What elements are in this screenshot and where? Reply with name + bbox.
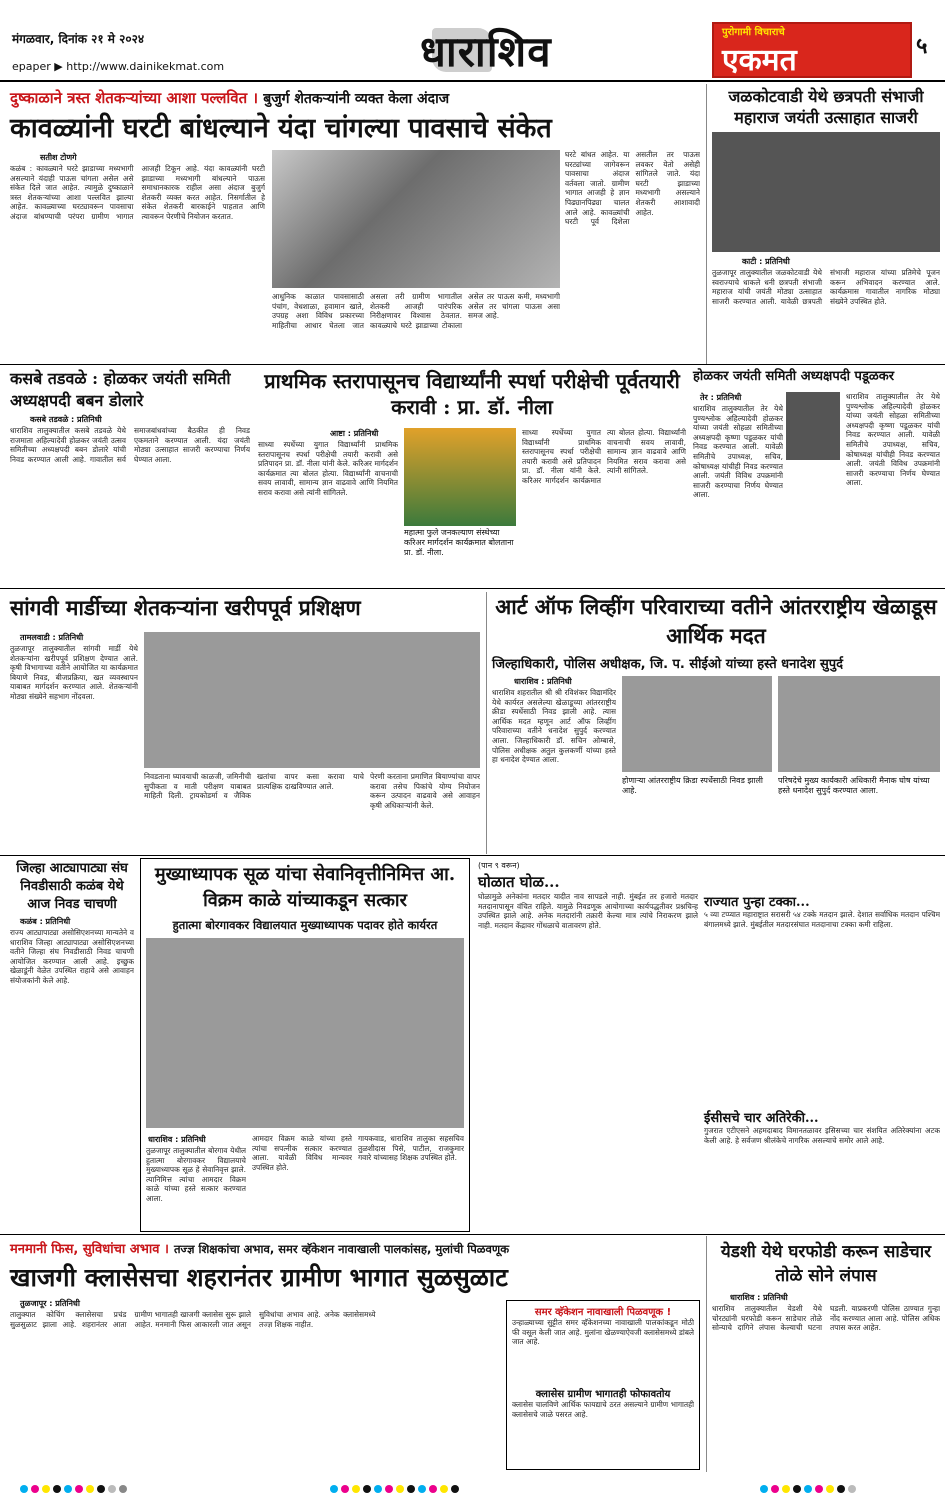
a7-body: धाराशिव शहरातील श्री श्री रविशंकर विद्यामंदिर येथे कार्यरत असलेल्या खेळाडूच्या आंतरराष्ट्रीय क्रीडा स्पर्धेसाठी निवड झाली आहे. त्यास आर्थिक मदत म्हणून आर्ट ऑफ लिव्हींग परिवाराच्या वतीने धनादेश सुपुर्द करण्यात आला. जिल्हाधिकारी डॉ. सचिन ओम्बासे, पोलिस अधीक्षक अतुल कुलकर्णी यांच्या हस्ते हा धनादेश देण्यात आला.	[492, 688, 616, 765]
a1-kicker: दुष्काळाने त्रस्त शेतकऱ्यांच्या आशा पल्लवित ।	[10, 89, 259, 107]
a11-box-body: उन्हाळ्याच्या सुट्टीत समर व्हॅकेशनच्या नावाखाली पालकांकडून मोठी फी वसूल केली जात आहे. मुलांना खेळण्याऐवजी क्लासेसमध्ये डांबले जात आहे.	[512, 1318, 694, 1347]
a3-headline: कसबे तडवळे : होळकर जयंती समिती अध्यक्षपदी बबन डोलारे	[10, 369, 231, 410]
section-rule-4	[0, 1234, 945, 1235]
a1-body2: आधुनिक काळात पावसासाठी पंचांग, वेधशाळा, हवामान खाते, उपग्रह अशा विविध प्रकारच्या माहितीचा आधार घेतला जात असला तरी ग्रामीण भागातील शेतकरी आजही पारंपरिक निरीक्षणावर विश्वास ठेवतात. कावळ्याचे घरटे झाडाच्या टोकाला असेल तर पाऊस कमी, मध्यभागी असेल तर चांगला पाऊस असा समज आहे.	[272, 292, 560, 330]
a1-tree-photo	[272, 150, 560, 288]
a4-byline: आष्टा : प्रतिनिधी	[330, 429, 379, 438]
a6-body2: निवडताना घ्यावयाची काळजी, जमिनीची सुपीकता व माती परीक्षण याबाबत माहिती दिली. ट्रायकोडर्मा व जैविक खतांचा वापर कसा करावा याचे प्रात्यक्षिक दाखविण्यात आले.	[144, 772, 364, 801]
print-marks-right	[760, 1478, 859, 1490]
a11-byline: तुळजापूर : प्रतिनिधी	[20, 1299, 80, 1308]
a12-body: धाराशिव तालुक्यातील येडशी येथे चोरट्यांनी घरफोडी करून साडेचार तोळे सोन्याचे दागिने लंपास केल्याची घटना घडली. याप्रकरणी पोलिस ठाण्यात गुन्हा नोंद करण्यात आला आहे. पोलिस अधिक तपास करत आहेत.	[712, 1304, 940, 1333]
a11-headline: खाजगी क्लासेसचा शहरानंतर ग्रामीण भागात सुळसुळाट	[10, 1263, 508, 1292]
a9-headline: मुख्याध्यापक सूळ यांचा सेवानिवृत्तीनिमित्त आ. विक्रम काळे यांच्याकडून सत्कार	[154, 864, 456, 911]
a7-caption1: होणाऱ्या आंतरराष्ट्रीय क्रिडा स्पर्धेसाठी निवड झाली आहे.	[622, 776, 764, 795]
a9-body3: गायकवाड, धाराशिव तालुका सहसचिव तुळशीदास पिसे, पाटील, राजकुमार गवारे यांच्यासह शिक्षक उपस्थित होते.	[358, 1134, 464, 1163]
a5-byline: तेर : प्रतिनिधी	[700, 393, 742, 402]
a4-speaker-photo	[404, 428, 516, 526]
a11-box2-body: क्लासेस चालविणे आर्थिक फायद्याचे ठरत असल्याने ग्रामीण भागातही क्लासेसचे जाळे पसरत आहे.	[512, 1400, 694, 1419]
a9-body2: आमदार विक्रम काळे यांच्या हस्ते त्यांचा सपत्नीक सत्कार करण्यात आला. यावेळी विविध मान्यवर उपस्थित होते.	[252, 1134, 352, 1172]
print-marks-center	[330, 1478, 462, 1490]
a10-body2: ५ व्या टप्प्यात महाराष्ट्रात सरासरी ५४ टक्के मतदान झाले. देशात सर्वाधिक मतदान पश्चिम बंगालमध्ये झाले. मुंबईतील मतदारसंघात मतदानाचा टक्का कमी राहिला.	[704, 910, 940, 929]
a6-training-photo	[144, 632, 480, 768]
a6-body3: पेरणी करताना प्रमाणित बियाण्यांचा वापर करावा तसेच पिकांचे योग्य नियोजन करून उत्पादन वाढवावे असे आवाहन कृषी अधिकाऱ्यांनी केले.	[370, 772, 480, 810]
a6-byline: तामलवाडी : प्रतिनिधी	[20, 633, 84, 642]
a1-kicker-row	[10, 88, 700, 110]
a5-body-cont: धाराशिव तालुक्यातील तेर येथे पुण्यश्लोक अहिल्यादेवी होळकर यांच्या जयंती सोहळा समितीच्या अध्यक्षपदी कृष्णा पडूळकर यांची निवड करण्यात आली. यावेळी समितीचे उपाध्यक्ष, सचिव, कोषाध्यक्ष यांचीही निवड करण्यात आली. जयंती विविध उपक्रमांनी साजरी करण्याचा निर्णय घेण्यात आला.	[846, 392, 940, 488]
print-marks-left	[20, 1478, 130, 1490]
a10-continued-label: (पान ९ वरून)	[478, 861, 520, 870]
a4-body: साध्या स्पर्धेच्या युगात विद्यार्थ्यांनी प्राथमिक स्तरापासूनच स्पर्धा परीक्षेची तयारी करावी असे प्रतिपादन प्रा. डॉ. नीला यांनी केले. करिअर मार्गदर्शन कार्यक्रमात त्या बोलत होत्या. विद्यार्थ्यांनी वाचनाची सवय लावावी, सामान्य ज्ञान वाढवावे आणि नियमित सराव करावा असे त्यांनी सांगितले.	[258, 440, 398, 497]
header-rule	[0, 80, 945, 82]
section-rule-2	[0, 588, 945, 589]
a6-headline: सांगवी मार्डीच्या शेतकऱ्यांना खरीपपूर्व प्रशिक्षण	[10, 595, 361, 620]
page-number: ५	[916, 34, 928, 59]
page-title: धाराशिव	[420, 27, 552, 76]
a9-body: तुळजापूर तालुक्यातील बोरगाव येथील हुतात्मा बोरगावकर विद्यालयाचे मुख्याध्यापक सूळ हे सेवानिवृत्त झाले. त्यानिमित्त त्यांचा आमदार विक्रम काळे यांच्या हस्ते सत्कार करण्यात आला.	[146, 1146, 246, 1203]
a2-byline: काटी : प्रतिनिधी	[742, 257, 790, 266]
logo-name: एकमत	[722, 43, 797, 78]
a7-caption2: परिषदेचे मुख्य कार्यकारी अधिकारी मैनाक घोष यांच्या हस्ते धनादेश सुपुर्द करण्यात आला.	[778, 776, 930, 795]
edition-date: मंगळवार, दिनांक २१ मे २०२४	[12, 32, 145, 46]
a2-headline: जळकोटवाडी येथे छत्रपती संभाजी महाराज जयंती उत्साहात साजरी	[728, 87, 924, 127]
col-divider	[706, 84, 707, 364]
a4-caption: महात्मा फुले जनकल्याण संस्थेच्या करिअर मार्गदर्शन कार्यक्रमात बोलताना प्रा. डॉ. नीला.	[404, 528, 514, 557]
a6-body: तुळजापूर तालुक्यातील सांगवी मार्डी येथे शेतकऱ्यांना खरीपपूर्व प्रशिक्षण देण्यात आले. कृषी विभागाच्या वतीने आयोजित या कार्यक्रमात बियाणे निवड, बीजप्रक्रिया, खत व्यवस्थापन याबाबत मार्गदर्शन करण्यात आले. शेतकऱ्यांनी मोठ्या संख्येने सहभाग नोंदवला.	[10, 644, 138, 701]
a11-kicker-row	[10, 1238, 700, 1260]
a5-body: धाराशिव तालुक्यातील तेर येथे पुण्यश्लोक अहिल्यादेवी होळकर यांच्या जयंती सोहळा समितीच्या अध्यक्षपदी कृष्णा पडूळकर यांची निवड करण्यात आली. यावेळी समितीचे उपाध्यक्ष, सचिव, कोषाध्यक्ष यांचीही निवड करण्यात आली. जयंती विविध उपक्रमांनी साजरी करण्याचा निर्णय घेण्यात आला.	[693, 404, 783, 500]
a9-felicitation-photo	[146, 938, 464, 1128]
a11-box2-title: क्लासेस ग्रामीण भागातही फोफावतोय	[535, 1389, 671, 1400]
a3-body: धाराशिव तालुक्यातील कसबे तडवळे येथे राजमाता अहिल्यादेवी होळकर जयंती उत्सव समितीच्या अध्यक्षपदी बबन डोलारे यांची निवड करण्यात आली आहे. गावातील सर्व समाजबांधवांच्या बैठकीत ही निवड एकमताने करण्यात आली. यंदा जयंती मोठ्या उत्साहात साजरी करण्याचा निर्णय घेण्यात आला.	[10, 426, 250, 464]
a9-subhead: हुतात्मा बोरगावकर विद्यालयात मुख्याध्यापक पदावर होते कार्यरत	[172, 918, 438, 932]
a7-photo1	[622, 676, 772, 772]
a9-byline: धाराशिव : प्रतिनिधी	[148, 1135, 206, 1144]
a5-portrait	[786, 392, 840, 460]
a2-photo	[712, 132, 940, 252]
a11-box-title: समर व्हॅकेशन नावाखाली पिळवणूक !	[534, 1307, 672, 1318]
a10-subhead2: ईसीसचे चार अतिरेकी...	[704, 1111, 819, 1126]
a1-kicker2: बुजुर्ग शेतकऱ्यांनी व्यक्त केला अंदाज	[263, 91, 450, 107]
a11-kicker: मनमानी फिस, सुविधांचा अभाव ।	[10, 1242, 169, 1257]
col-divider-2	[486, 592, 487, 854]
a1-byline: सतीश टोणगे	[40, 153, 77, 162]
a10-headline: घोळात घोळ...	[478, 873, 560, 891]
a2-body: तुळजापूर तालुक्यातील जळकोटवाडी येथे स्वराज्याचे धाकले धनी छत्रपती संभाजी महाराज यांची जयंती मोठ्या उत्साहात साजरी करण्यात आली. यावेळी छत्रपती संभाजी महाराज यांच्या प्रतिमेचे पूजन करून अभिवादन करण्यात आले. कार्यक्रमास गावातील नागरिक मोठ्या संख्येने उपस्थित होते.	[712, 268, 940, 306]
a7-byline: धाराशिव : प्रतिनिधी	[514, 677, 572, 686]
a7-subhead: जिल्हाधिकारी, पोलिस अधीक्षक, जि. प. सीईओ यांच्या हस्ते धनादेश सुपुर्द	[492, 657, 844, 672]
a7-headline: आर्ट ऑफ लिव्हींग परिवाराच्या वतीने आंतरराष्ट्रीय खेळाडूस आर्थिक मदत	[495, 594, 937, 648]
a10-body: घोळामुळे अनेकांना मतदार यादीत नाव सापडले नाही. मुंबईत तर हजारो मतदार मतदानापासून वंचित राहिले. यामुळे निवडणूक आयोगाच्या कार्यपद्धतीवर प्रश्नचिन्ह उपस्थित झाले आहे. अनेक मतदारांनी तक्रारी केल्या मात्र त्यांचे निराकरण झाले नाही. मतदान केंद्रावर गोंधळाचे वातावरण होते.	[478, 892, 698, 930]
a1-body3: घरटे बांधत आहेत. या घरट्यांच्या जागेवरून पावसाचा अंदाज वर्तवला जातो. ग्रामीण भागात आजही हे ज्ञान पिढ्यानपिढ्या चालत आले आहे. कावळ्यांची घरटी पूर्व दिशेला असतील तर पाऊस लवकर येतो असेही सांगितले जाते. यंदा घरटी झाडाच्या मध्यभागी असल्याने शेतकरी आशावादी आहेत.	[565, 150, 700, 227]
a10-subhead: राज्यात पुन्हा टक्का...	[704, 895, 810, 910]
a11-body: तालुक्यात कोचिंग क्लासेसचा प्रचंड सुळसुळाट झाला आहे. शहरानंतर आता ग्रामीण भागातही खाजगी क्लासेस सुरू झाले आहेत. मनमानी फिस आकारली जात असून सुविधांचा अभाव आहे. अनेक क्लासेसमध्ये तज्ज्ञ शिक्षक नाहीत.	[10, 1310, 376, 1329]
a8-body: राज्य आट्यापाट्या असोसिएशनच्या मान्यतेने व धाराशिव जिल्हा आट्यापाट्या असोसिएशनच्या वतीने जिल्हा संघ निवडीसाठी निवड चाचणी आयोजित करण्यात आली आहे. इच्छुक खेळाडूंनी वेळेत उपस्थित राहावे असे आवाहन संयोजकांनी केले आहे.	[10, 928, 134, 985]
section-rule-3	[0, 855, 945, 856]
section-rule	[0, 364, 945, 365]
a1-headline: कावळ्यांनी घरटी बांधल्याने यंदा चांगल्या पावसाचे संकेत	[10, 113, 552, 144]
a1-body: कळंब : कावळ्याने घरटे झाडाच्या मध्यभागी असल्याने यंदाही पाऊस चांगला असेल असे संकेत दिले जात आहेत. त्यामुळे दुष्काळाने त्रस्त शेतकऱ्यांच्या आशा पल्लवित झाल्या आहेत. कावळ्याच्या घरट्यावरून पावसाचा अंदाज बांधण्याची परंपरा ग्रामीण भागात आजही टिकून आहे. यंदा कावळ्यांनी घरटी झाडाच्या मध्यभागी बांधल्याने पाऊस समाधानकारक राहील असा अंदाज बुजुर्ग शेतकरी व्यक्त करत आहेत. निसर्गातील हे संकेत शेतकरी बारकाईने पाहतात आणि त्यावरून पेरणीचे नियोजन करतात.	[10, 164, 265, 221]
a3-byline: कसबे तडवळे : प्रतिनिधी	[30, 415, 102, 424]
epaper-url[interactable]: epaper ▶ http://www.dainikekmat.com	[12, 60, 225, 73]
a12-headline: येडशी येथे घरफोडी करून साडेचार तोळे सोने लंपास	[720, 1242, 932, 1286]
a8-byline: कळंब : प्रतिनिधी	[20, 917, 71, 926]
a8-headline: जिल्हा आट्यापाट्या संघ निवडीसाठी कळंब येथे आज निवड चाचणी	[16, 861, 128, 912]
logo-tagline: पुरोगामी विचाराचे	[722, 27, 785, 38]
a4-headline: प्राथमिक स्तरापासूनच विद्यार्थ्यांनी स्पर्धा परीक्षेची पूर्वतयारी करावी : प्रा. डॉ. नीला	[264, 369, 680, 419]
a10-body3: गुजरात एटीएसने अहमदाबाद विमानतळावर इसिसच्या चार संशयित अतिरेक्यांना अटक केली आहे. हे सर्वजण श्रीलंकेचे नागरिक असल्याचे समोर आले आहे.	[704, 1126, 940, 1145]
a4-body-cont: साध्या स्पर्धेच्या युगात विद्यार्थ्यांनी प्राथमिक स्तरापासूनच स्पर्धा परीक्षेची तयारी करावी असे प्रतिपादन प्रा. डॉ. नीला यांनी केले. करिअर मार्गदर्शन कार्यक्रमात त्या बोलत होत्या. विद्यार्थ्यांनी वाचनाची सवय लावावी, सामान्य ज्ञान वाढवावे आणि नियमित सराव करावा असे त्यांनी सांगितले.	[522, 428, 686, 485]
a7-photo2	[778, 676, 940, 772]
a11-kicker2: तज्ज्ञ शिक्षकांचा अभाव, समर व्हॅकेशन नावाखाली पालकांसह, मुलांची पिळवणूक	[174, 1242, 510, 1256]
a5-headline: होळकर जयंती समिती अध्यक्षपदी पडूळकर	[693, 369, 895, 384]
a12-byline: धाराशिव : प्रतिनिधी	[730, 1293, 788, 1302]
col-divider-3	[706, 1236, 707, 1472]
